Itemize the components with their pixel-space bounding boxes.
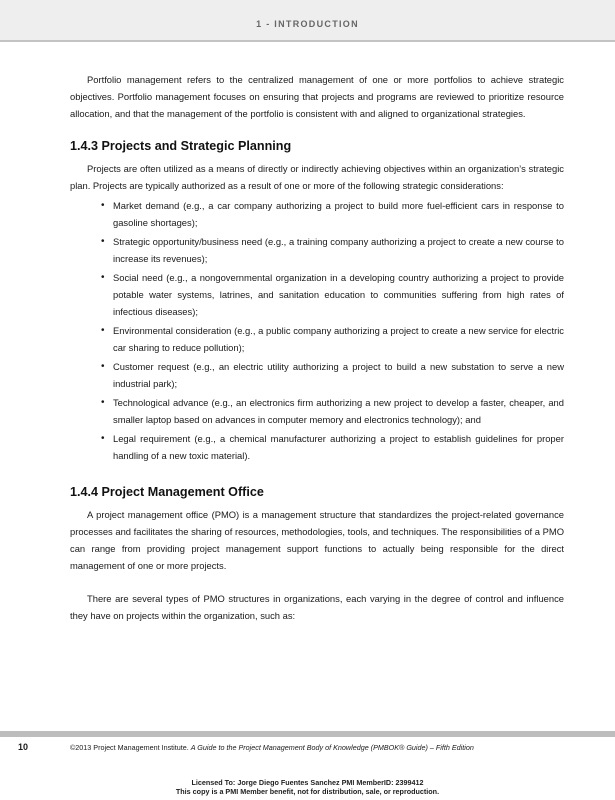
section-heading-1-4-4: 1.4.4 Project Management Office [70,485,264,499]
intro-paragraph: Portfolio management refers to the centralized management of one or more portfolios to achieve strategic objectives. Portfolio management focuses on ensuring that projects and programs are reviewed to prioritize resource allocation, and that the management of the portfolio is consistent with and aligned to organizational strategies. [70,74,564,119]
section-1-4-4-paragraph-2: There are several types of PMO structures in organizations, each varying in the degree of control and influence they have on projects within the organization, such as: [70,593,564,621]
list-item: • Legal requirement (e.g., a chemical manufacturer authorizing a project to establish guidelines for proper handling of a new toxic material). [70,430,564,464]
license-line-1: Licensed To: Jorge Diego Fuentes Sanchez PMI MemberID: 2399412 [191,778,424,787]
strategic-considerations-list [70,197,564,464]
list-item: • Strategic opportunity/business need (e.g., a training company authorizing a project to create a new course to increase its revenues); [70,233,564,267]
license-notice [0,778,615,796]
page-number: 10 [18,742,29,752]
copyright-line [70,743,600,752]
section-1-4-3-paragraph: Projects are often utilized as a means of directly or indirectly achieving objectives within an organization’s strategic plan. Projects are typically authorized as a result of one or more of the following strategic considerations: [70,163,564,191]
list-item: • Customer request (e.g., an electric utility authorizing a project to build a new substation to serve a new industrial park); [70,358,564,392]
license-line-2: This copy is a PMI Member benefit, not for distribution, sale, or reproduction. [175,787,440,796]
section-1-4-4-paragraph-1: A project management office (PMO) is a management structure that standardizes the project-related governance processes and facilitates the sharing of resources, methodologies, tools, and techniques. The responsibilities of a PMO can range from providing project management support functions to actually being responsible for the direct management of one or more projects. [70,509,564,571]
footer-band [0,731,615,737]
page-content [70,71,564,624]
header-divider [0,40,615,42]
list-item: • Environmental consideration (e.g., a public company authorizing a project to create a new service for electric car sharing to reduce pollution); [70,322,564,356]
copyright-prefix: ©2013 Project Management Institute. [70,743,191,752]
section-heading-1-4-3: 1.4.3 Projects and Strategic Planning [70,139,292,153]
list-item: • Technological advance (e.g., an electronics firm authorizing a new project to develop a faster, cheaper, and smaller laptop based on advances in computer memory and electronics technology); and [70,394,564,428]
list-item: • Social need (e.g., a nongovernmental organization in a developing country authorizing a project to provide potable water systems, latrines, and sanitation education to communities suffering from high rates of infectious diseases); [70,269,564,320]
list-item: • Market demand (e.g., a car company authorizing a project to build more fuel-efficient cars in response to gasoline shortages); [70,197,564,231]
chapter-title: 1 - INTRODUCTION [256,19,359,29]
book-title: A Guide to the Project Management Body of Knowledge (PMBOK® Guide) – Fifth Edition [190,743,474,752]
